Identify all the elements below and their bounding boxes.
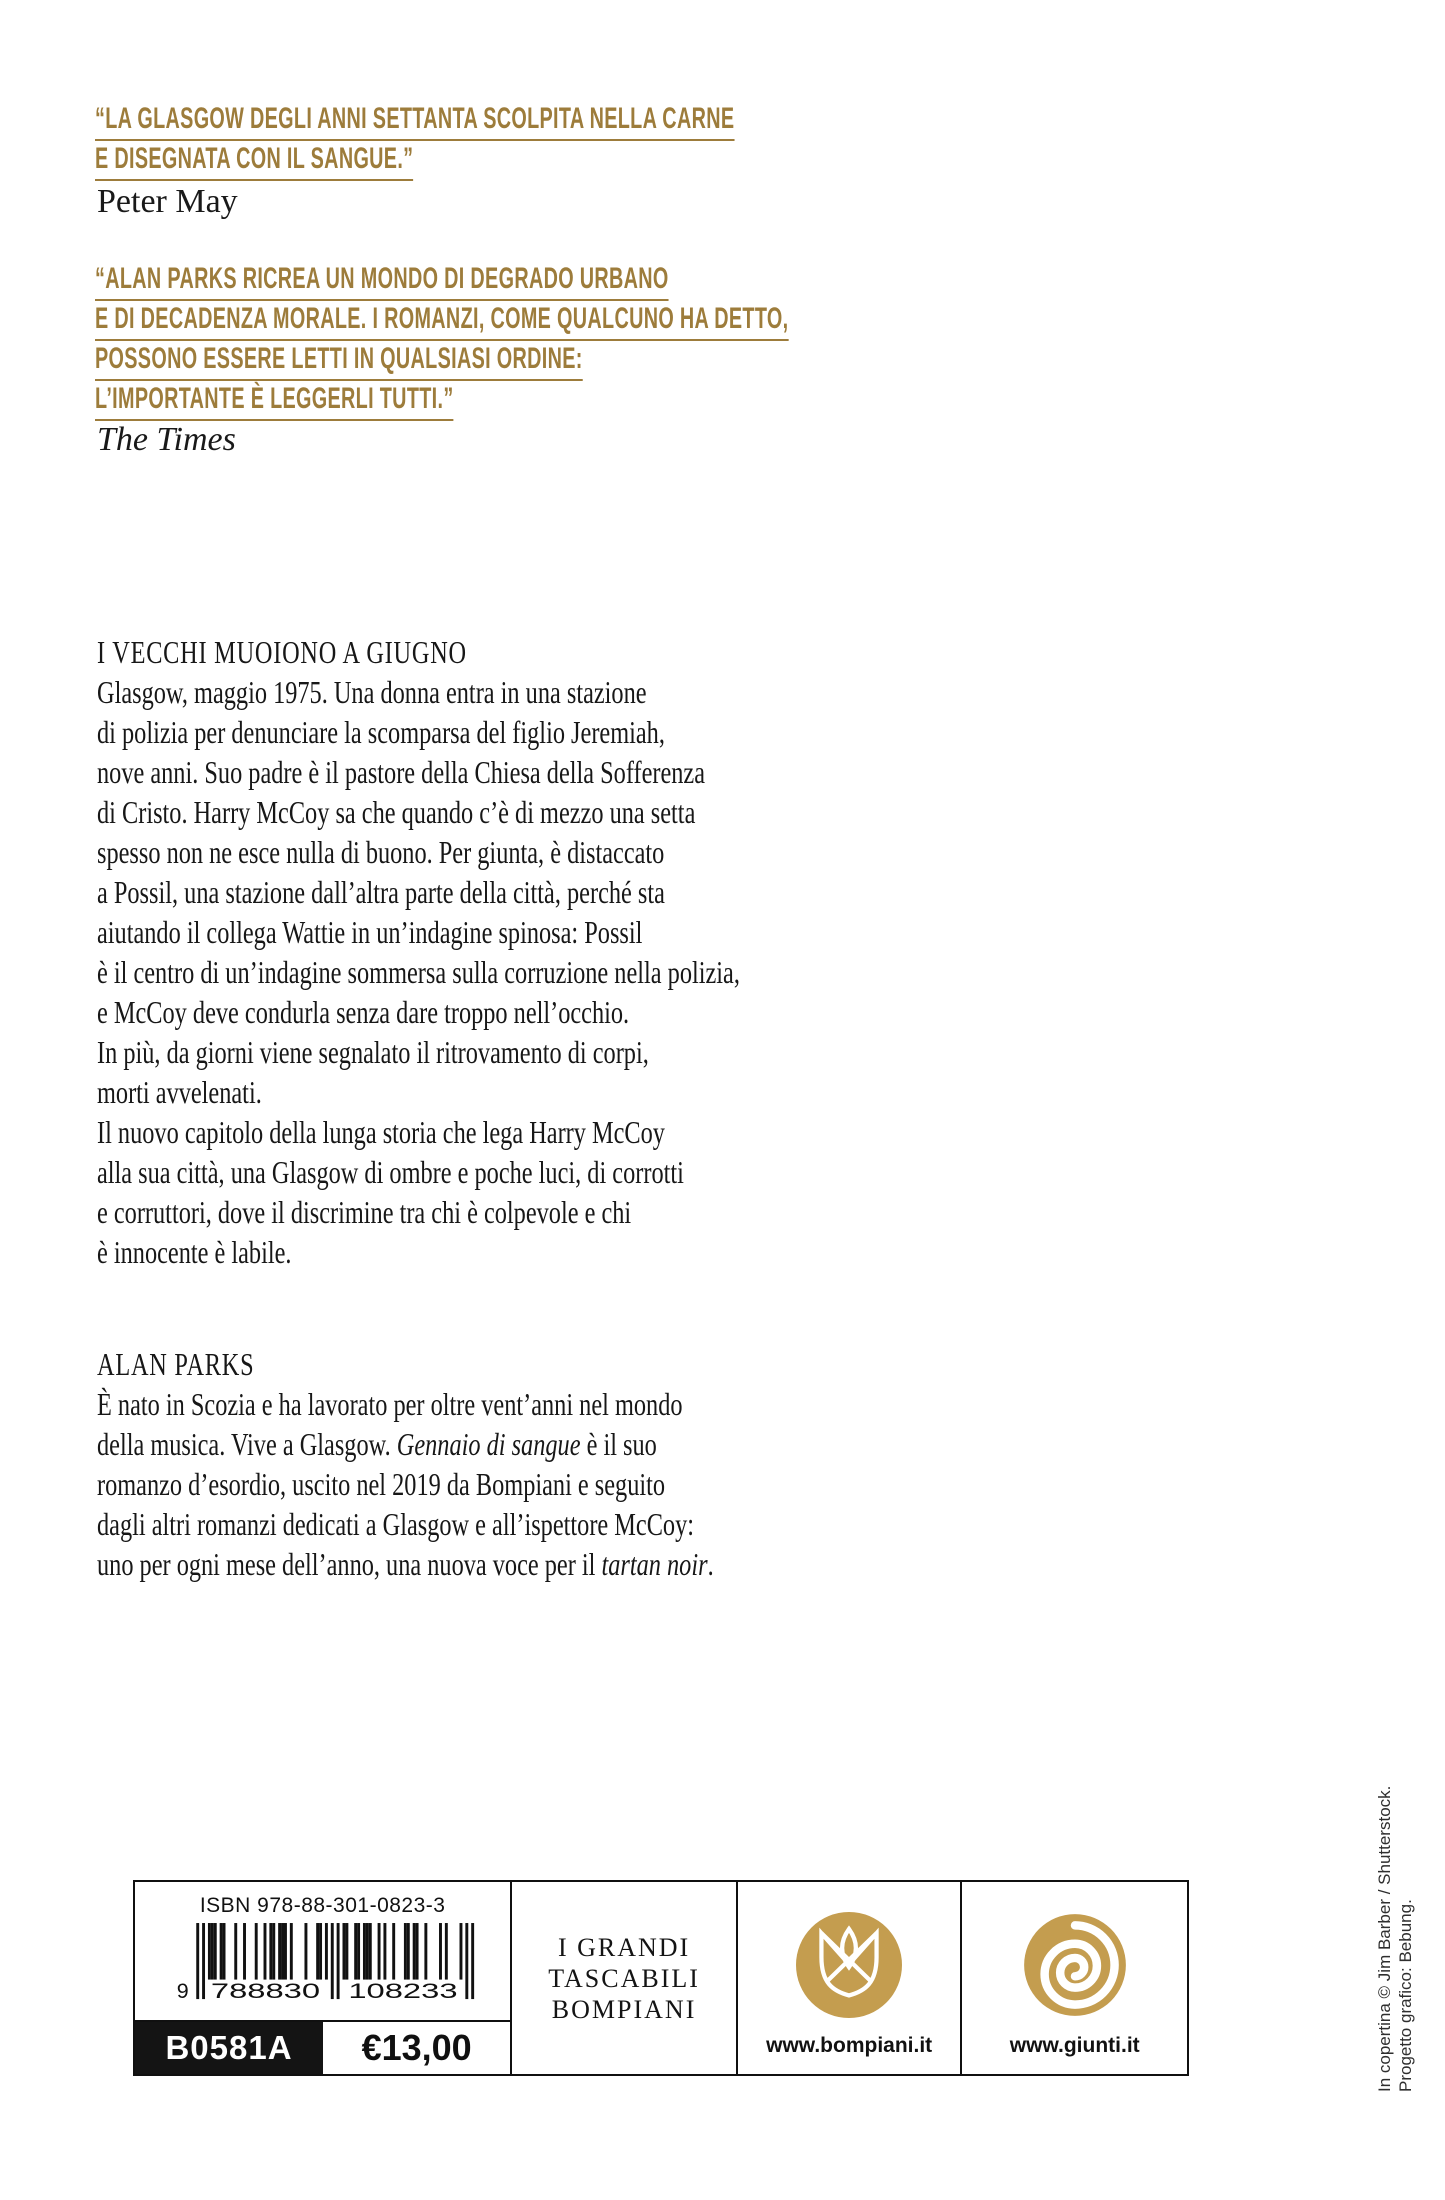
quote-line: E DI DECADENZA MORALE. I ROMANZI, COME QUALCUNO HA DETTO, <box>95 301 1146 341</box>
publisher-strip <box>133 1880 1189 2076</box>
quote-line: POSSONO ESSERE LETTI IN QUALSIASI ORDINE: <box>95 341 1146 381</box>
synopsis-line: aiutando il collega Wattie in un’indagine spinosa: Possil <box>97 914 643 950</box>
bompiani-logo-icon <box>796 1912 902 2023</box>
synopsis-line: di Cristo. Harry McCoy sa che quando c’è di mezzo una setta <box>97 794 696 830</box>
synopsis-line: a Possil, una stazione dall’altra parte della città, perché sta <box>97 874 665 910</box>
giunti-url: www.giunti.it <box>1009 2034 1140 2057</box>
author-bio-block <box>97 1344 908 1584</box>
credit-line: In copertina © Jim Barber / Shutterstock. <box>1375 1785 1394 2092</box>
giunti-cell <box>962 1882 1187 2074</box>
credit-line: Progetto grafico: Bebung. <box>1396 1899 1415 2092</box>
cover-credits <box>1374 1732 1416 2092</box>
quote-source-the-times: The Times <box>97 421 236 458</box>
synopsis-block <box>97 632 943 1272</box>
series-line: TASCABILI <box>548 1963 700 1993</box>
series-line: I GRANDI <box>557 1932 691 1962</box>
giunti-logo-icon <box>1022 1912 1128 2023</box>
bio-line: romanzo d’esordio, uscito nel 2019 da Bompiani e seguito <box>97 1466 666 1502</box>
book-title: I VECCHI MUOIONO A GIUGNO <box>97 634 467 670</box>
svg-text:108233: 108233 <box>347 1979 458 2003</box>
series-name <box>548 1932 700 2025</box>
synopsis-line: e McCoy deve condurla senza dare troppo nell’occhio. <box>97 994 630 1030</box>
quote-line: L’IMPORTANTE È LEGGERLI TUTTI.” <box>95 381 1146 421</box>
bompiani-cell <box>738 1882 963 2074</box>
synopsis-line: Il nuovo capitolo della lunga storia che lega Harry McCoy <box>97 1114 665 1150</box>
price: €13,00 <box>361 2027 472 2068</box>
code-price-row <box>135 2020 510 2074</box>
bio-line: uno per ogni mese dell’anno, una nuova voce per il tartan noir. <box>97 1546 714 1582</box>
bio-line: È nato in Scozia e ha lavorato per oltre vent’anni nel mondo <box>97 1386 683 1422</box>
synopsis-line: di polizia per denunciare la scomparsa del figlio Jeremiah, <box>97 714 665 750</box>
synopsis-line: morti avvelenati. <box>97 1074 262 1110</box>
author-name: ALAN PARKS <box>97 1346 255 1382</box>
quote-the-times <box>95 261 1146 421</box>
synopsis-line: è il centro di un’indagine sommersa sulla corruzione nella polizia, <box>97 954 740 990</box>
quote-line: E DISEGNATA CON IL SANGUE.” <box>95 141 1064 181</box>
synopsis-line: è innocente è labile. <box>97 1234 292 1270</box>
series-line: BOMPIANI <box>551 1994 697 2024</box>
quote-peter-may <box>95 101 1064 181</box>
edition-code: B0581A <box>135 2022 323 2074</box>
barcode-area <box>135 1882 510 2020</box>
synopsis-line: alla sua città, una Glasgow di ombre e poche luci, di corrotti <box>97 1154 684 1190</box>
bompiani-url: www.bompiani.it <box>766 2034 933 2057</box>
bio-line: della musica. Vive a Glasgow. Gennaio di sangue è il suo <box>97 1426 657 1462</box>
isbn-label: ISBN 978-88-301-0823-3 <box>199 1894 446 1917</box>
synopsis-line: nove anni. Suo padre è il pastore della Chiesa della Sofferenza <box>97 754 706 790</box>
quote-source-peter-may: Peter May <box>97 183 238 220</box>
bio-line: dagli altri romanzi dedicati a Glasgow e all’ispettore McCoy: <box>97 1506 695 1542</box>
synopsis-line: Glasgow, maggio 1975. Una donna entra in una stazione <box>97 674 647 710</box>
synopsis-line: spesso non ne esce nulla di buono. Per giunta, è distaccato <box>97 834 665 870</box>
ean13-barcode <box>167 1923 479 2003</box>
synopsis-line: In più, da giorni viene segnalato il ritrovamento di corpi, <box>97 1034 649 1070</box>
author-bio-text <box>97 1384 908 1584</box>
svg-text:9: 9 <box>176 1979 189 2003</box>
barcode-cell <box>135 1882 512 2074</box>
quote-line: “LA GLASGOW DEGLI ANNI SETTANTA SCOLPITA NELLA CARNE <box>95 101 1064 141</box>
synopsis-text <box>97 672 943 1272</box>
quote-line: “ALAN PARKS RICREA UN MONDO DI DEGRADO URBANO <box>95 261 1146 301</box>
series-cell <box>512 1882 738 2074</box>
synopsis-line: e corruttori, dove il discrimine tra chi è colpevole e chi <box>97 1194 632 1230</box>
svg-text:788830: 788830 <box>210 1979 320 2003</box>
